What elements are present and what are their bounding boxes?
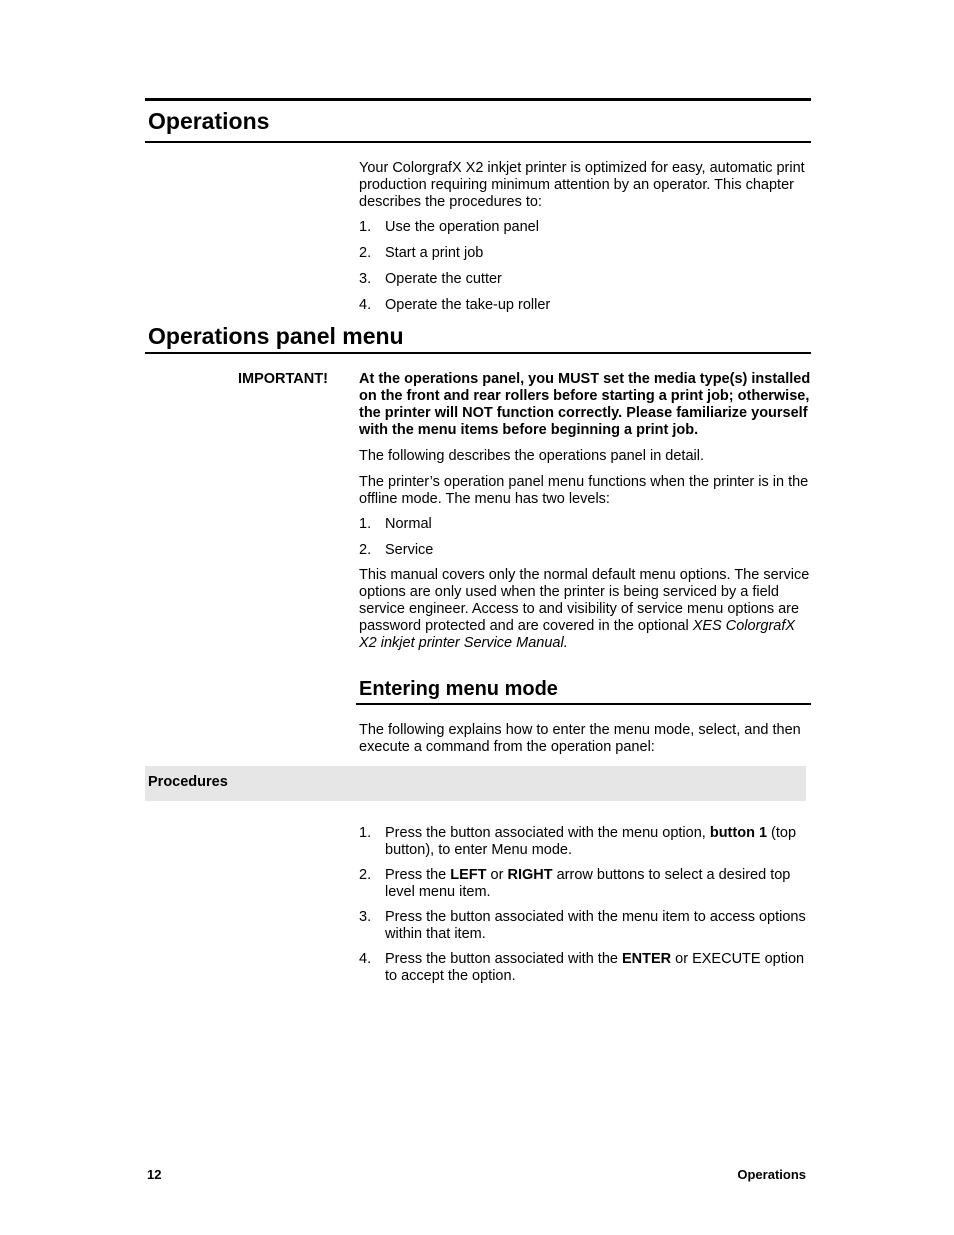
step-number: 4. [359, 951, 372, 967]
list-item [359, 542, 811, 559]
list-item [359, 245, 811, 262]
step-text: (top button), to enter Menu mode. [385, 825, 797, 858]
intro-paragraph: Your ColorgrafX X2 inkjet printer is optimized for easy, automatic print production requiring minimum attention by an operator. This chapter describes the procedures to: [359, 160, 805, 210]
intro-list [359, 219, 811, 314]
step-item [359, 867, 811, 901]
list-text: Operate the cutter [385, 271, 502, 287]
footer-section-title: Operations [737, 1167, 806, 1182]
step-item [359, 909, 811, 943]
entering-underline [356, 703, 811, 705]
list-text: Normal [385, 516, 432, 532]
panel-menu-underline [145, 352, 811, 354]
heading-entering-menu-mode: Entering menu mode [359, 678, 558, 700]
step-number: 1. [359, 825, 372, 841]
list-text: Operate the take-up roller [385, 297, 551, 313]
list-number: 2. [359, 542, 372, 558]
top-rule-thick [145, 98, 811, 101]
panel-paragraph-1: The following describes the operations panel in detail. [359, 448, 704, 464]
panel-section [359, 371, 811, 652]
list-item [359, 219, 811, 236]
step-text: Press the button associated with the menu item to access options within that item. [385, 909, 806, 942]
procedures-bar [145, 766, 806, 801]
list-text: Start a print job [385, 245, 484, 261]
heading-operations-panel-menu: Operations panel menu [148, 323, 404, 349]
list-text: Use the operation panel [385, 219, 539, 235]
step-text: or [486, 867, 508, 883]
list-item [359, 271, 811, 288]
steps-list [359, 825, 811, 985]
list-text: Service [385, 542, 434, 558]
step-text: Press the [385, 867, 451, 883]
intro-section [359, 160, 811, 314]
panel-paragraph-3 [359, 567, 811, 652]
step-emphasis: LEFT [450, 867, 487, 883]
manual-title: XES ColorgrafX X2 inkjet printer Service Manual. [359, 618, 796, 651]
procedures-label: Procedures [148, 774, 228, 790]
list-item [359, 297, 811, 314]
heading-operations: Operations [148, 108, 270, 134]
step-emphasis: ENTER [621, 951, 672, 967]
step-number: 2. [359, 867, 372, 883]
step-text: Press the button associated with the menu option, [385, 825, 710, 841]
list-number: 3. [359, 271, 372, 287]
list-number: 4. [359, 297, 372, 313]
step-emphasis: button 1 [709, 825, 768, 841]
list-item [359, 516, 811, 533]
page-number: 12 [147, 1167, 162, 1182]
step-item [359, 951, 811, 985]
panel-paragraph-2: The printer’s operation panel menu functions when the printer is in the offline mode. The menu has two levels: [359, 474, 809, 507]
panel-paragraph-3-text: This manual covers only the normal default menu options. The service options are only used when the printer is being serviced by a field service engineer. Access to and visibility of service menu options are password protected and are covered in the optional [359, 567, 810, 634]
list-number: 2. [359, 245, 372, 261]
entering-intro-text: The following explains how to enter the menu mode, select, and then execute a command from the operation panel: [359, 722, 801, 755]
step-emphasis: RIGHT [507, 867, 553, 883]
step-item [359, 825, 811, 859]
list-number: 1. [359, 516, 372, 532]
important-text: At the operations panel, you MUST set the media type(s) installed on the front and rear rollers before starting a print job; otherwise, the printer will NOT function correctly. Please familiarize yourself with the menu items before beginning a print job. [359, 371, 811, 438]
procedure-steps [359, 825, 811, 985]
levels-list [359, 516, 811, 559]
step-number: 3. [359, 909, 372, 925]
entering-intro [359, 722, 811, 756]
operations-underline [145, 141, 811, 143]
step-text: Press the button associated with the [385, 951, 622, 967]
list-number: 1. [359, 219, 372, 235]
important-label: IMPORTANT! [238, 371, 328, 387]
step-text: or EXECUTE option to accept the option. [385, 951, 805, 984]
step-text: arrow buttons to select a desired top level menu item. [385, 867, 791, 900]
